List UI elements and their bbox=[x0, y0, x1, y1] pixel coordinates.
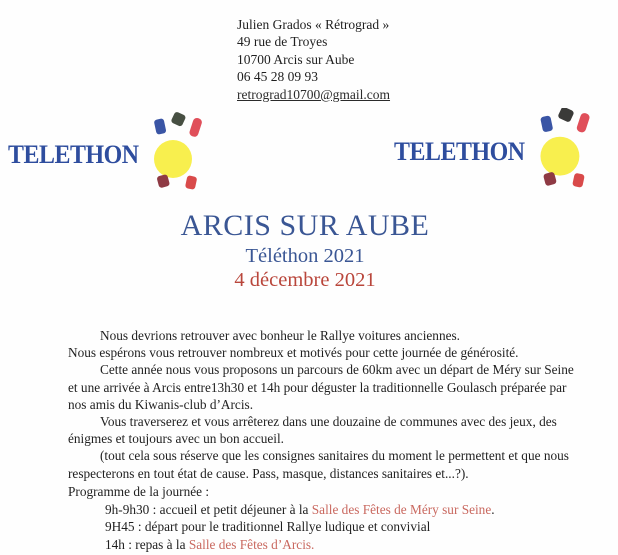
venue-highlight: Salle des Fêtes d’Arcis. bbox=[188, 536, 315, 552]
programme-item bbox=[105, 518, 495, 536]
telethon-logo-right bbox=[394, 108, 594, 195]
programme-item-text: 14h : repas à la bbox=[105, 536, 189, 552]
contact-address-line1: 49 rue de Troyes bbox=[237, 34, 328, 50]
venue-highlight: Salle des Fêtes de Méry sur Seine bbox=[311, 501, 492, 517]
body-line: et une arrivée à Arcis entre13h30 et 14h pour déguster la traditionnelle Goulasch préparée par bbox=[68, 379, 567, 395]
page-title: ARCIS SUR AUBE bbox=[180, 209, 430, 242]
programme-item-text: 9h-9h30 : accueil et petit déjeuner à la bbox=[105, 501, 312, 517]
programme-heading: Programme de la journée : bbox=[68, 484, 210, 499]
body-line: (tout cela sous réserve que les consignes sanitaires du moment le permettent et que nous bbox=[100, 448, 569, 464]
telethon-wordmark: TELETHON bbox=[8, 139, 139, 169]
body-line: Nous espérons vous retrouver nombreux et motivés pour cette journée de générosité. bbox=[68, 345, 519, 361]
programme-item bbox=[105, 536, 495, 554]
body-line: Nous devrions retrouver avec bonheur le Rallye voitures anciennes. bbox=[100, 328, 461, 343]
event-date: 4 décembre 2021 bbox=[234, 269, 376, 291]
body-line: Cette année nous vous proposons un parcours de 60km avec un départ de Méry sur Seine bbox=[100, 362, 574, 378]
body-line: énigmes et toujours avec un bon accueil. bbox=[68, 431, 285, 447]
telethon-logo-left bbox=[8, 112, 206, 197]
title-block bbox=[0, 208, 610, 293]
contact-email-link[interactable]: retrograd10700@gmail.com bbox=[237, 86, 391, 102]
telethon-wordmark: TELETHON bbox=[394, 136, 525, 166]
contact-phone: 06 45 28 09 93 bbox=[237, 69, 318, 85]
contact-name: Julien Grados « Rétrograd » bbox=[237, 17, 390, 32]
body-line: nos amis du Kiwanis-club d’Arcis. bbox=[68, 396, 254, 412]
page-subtitle: Téléthon 2021 bbox=[245, 245, 365, 267]
body-line: Vous traverserez et vous arrêterez dans une douzaine de communes avec des jeux, des bbox=[100, 414, 557, 430]
body-line: respecterons en tout état de cause. Pass, masque, distances sanitaires et...?). bbox=[68, 465, 469, 481]
contact-address-line2: 10700 Arcis sur Aube bbox=[237, 51, 355, 67]
programme-section bbox=[68, 483, 495, 553]
telethon-sun-icon bbox=[532, 108, 594, 195]
programme-item bbox=[105, 501, 495, 519]
telethon-sun-icon bbox=[146, 112, 206, 197]
body-text bbox=[68, 327, 574, 482]
contact-block bbox=[237, 16, 390, 103]
programme-item-text: 9H45 : départ pour le traditionnel Rallye ludique et convivial bbox=[105, 519, 431, 534]
programme-item-text: . bbox=[491, 501, 495, 517]
